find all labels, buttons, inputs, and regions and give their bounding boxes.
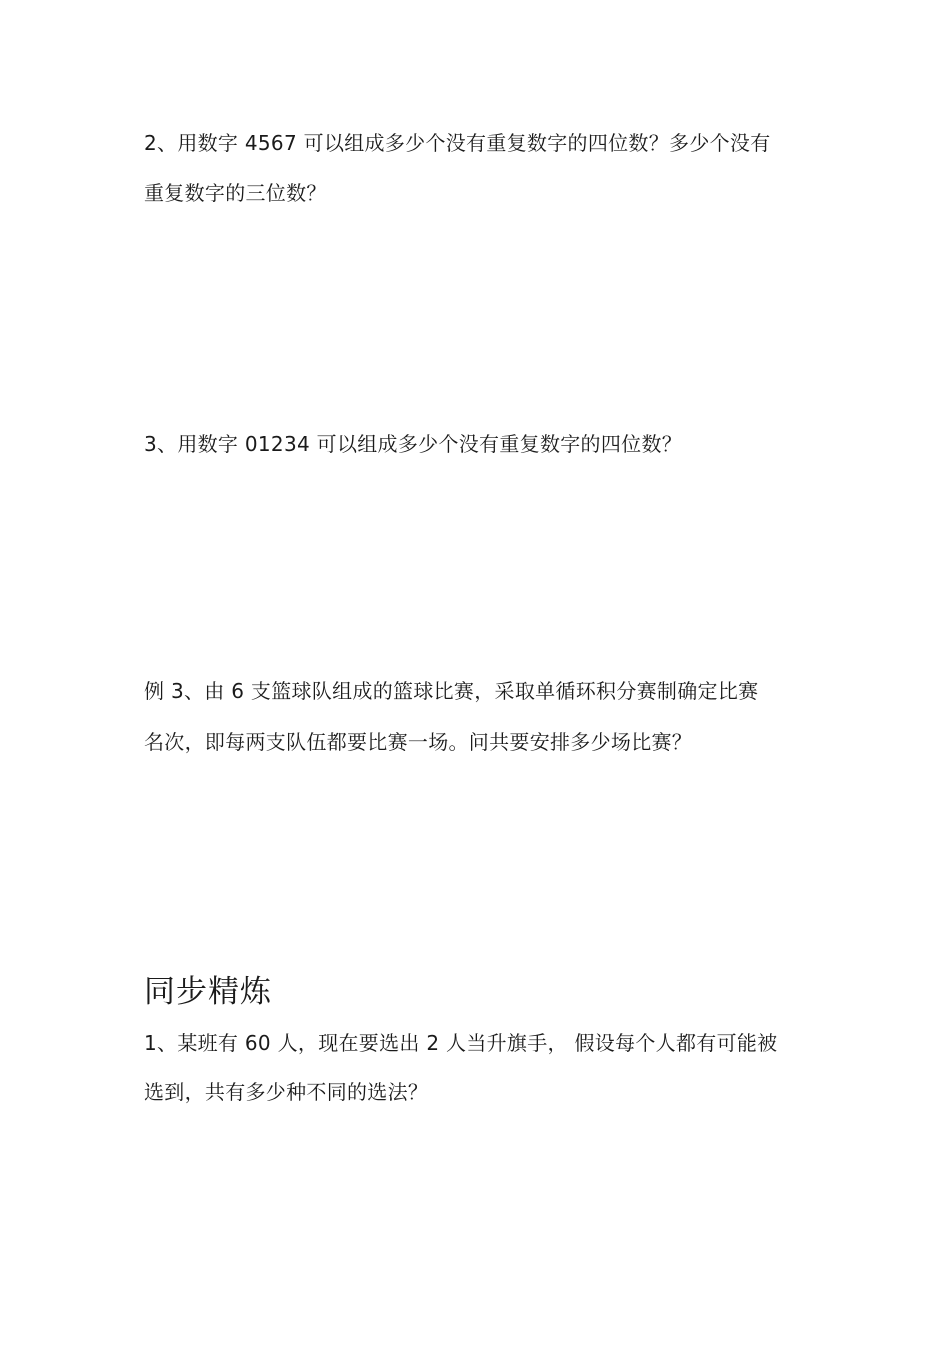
section-title: 同步精炼 xyxy=(144,974,272,1010)
practice-1-line-2: 选到，共有多少种不同的选法？ xyxy=(144,1080,429,1104)
practice-1-line-1: 1、某班有 60 人，现在要选出 2 人当升旗手， 假设每个人都有可能被 xyxy=(144,1031,778,1055)
problem-2-line-1: 2、用数字 4567 可以组成多少个没有重复数字的四位数？多少个没有 xyxy=(144,131,771,155)
problem-3-line-1: 3、用数字 01234 可以组成多少个没有重复数字的四位数？ xyxy=(144,432,683,456)
example-3-line-1: 例 3、由 6 支篮球队组成的篮球比赛，采取单循环积分赛制确定比赛 xyxy=(144,679,759,703)
example-3-line-2: 名次，即每两支队伍都要比赛一场。问共要安排多少场比赛？ xyxy=(144,730,693,754)
problem-2-line-2: 重复数字的三位数？ xyxy=(144,181,327,205)
